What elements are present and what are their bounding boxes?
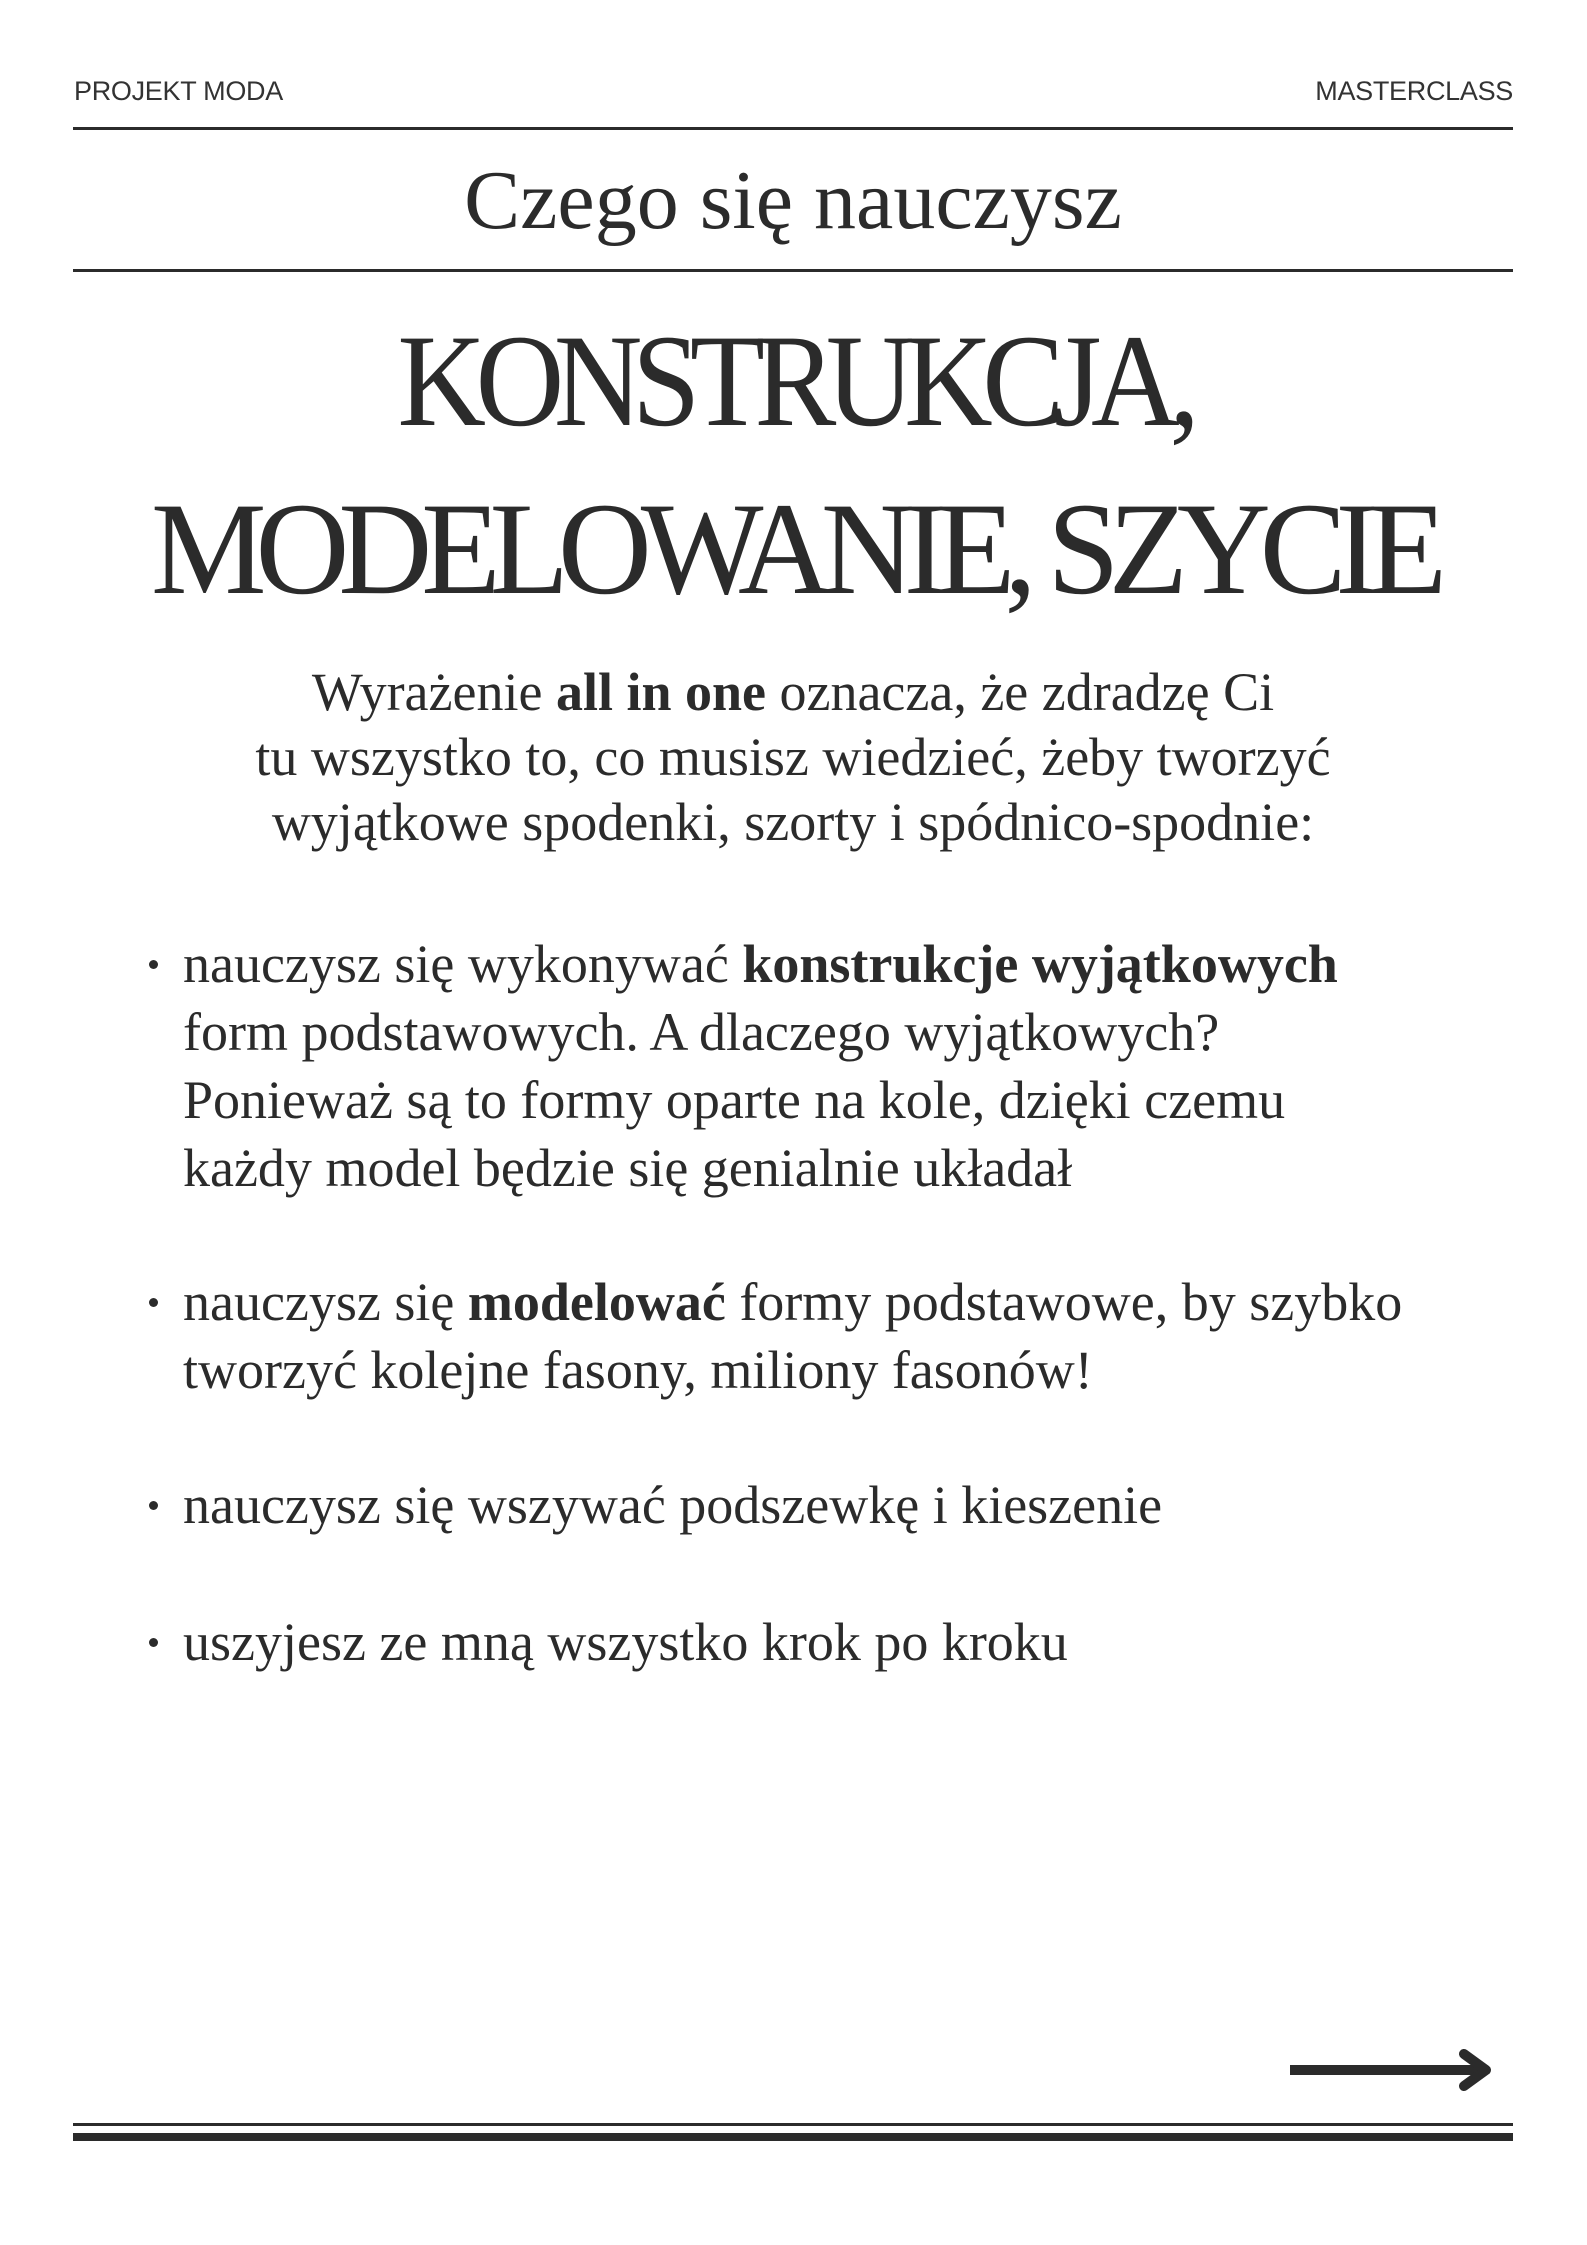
text-segment: tworzyć kolejne fasony, miliony fasonów! (183, 1340, 1093, 1400)
arrow-right-icon[interactable] (1288, 2048, 1494, 2094)
list-item-line (183, 1066, 1543, 1134)
emphasis-text: konstrukcje wyjątkowych (742, 934, 1338, 994)
text-segment: Ponieważ są to formy oparte na kole, dzięki czemu (183, 1070, 1286, 1130)
section-subtitle: Czego się nauczysz (464, 154, 1122, 247)
intro-line (73, 790, 1513, 855)
subtitle-divider (73, 269, 1513, 272)
footer-divider-thin (73, 2123, 1513, 2126)
list-item-line (183, 1268, 1543, 1336)
list-item-text (183, 930, 1543, 1202)
list-item-text (183, 1471, 1543, 1539)
bullet-icon (149, 1298, 158, 1307)
bullet-icon (149, 1501, 158, 1510)
footer-divider-thick (73, 2133, 1513, 2141)
list-item-text (183, 1268, 1543, 1404)
header-brand: PROJEKT MODA (74, 76, 283, 106)
text-segment: Wyrażenie (311, 662, 556, 722)
intro-paragraph (73, 660, 1513, 855)
text-segment: oznacza, że zdradzę Ci (765, 662, 1275, 722)
title-line: MODELOWANIE, SZYCIE (150, 475, 1437, 622)
text-segment: formy podstawowe, by szybko (725, 1272, 1403, 1332)
list-item-line (183, 998, 1543, 1066)
text-segment: nauczysz się wykonywać (183, 934, 743, 994)
text-segment: uszyjesz ze mną wszystko krok po kroku (183, 1612, 1068, 1672)
text-segment: nauczysz się (183, 1272, 468, 1332)
list-item-text (183, 1608, 1543, 1676)
intro-line (73, 725, 1513, 790)
intro-line (73, 660, 1513, 725)
header-label: MASTERCLASS (1315, 76, 1513, 106)
page-title (0, 297, 1587, 633)
text-segment: nauczysz się wszywać podszewkę i kieszenie (183, 1475, 1163, 1535)
list-item-line (183, 1134, 1543, 1202)
bullet-icon (149, 1638, 158, 1647)
list-item-line (183, 930, 1543, 998)
text-segment: form podstawowych. A dlaczego wyjątkowych? (183, 1002, 1220, 1062)
list-item-line (183, 1336, 1543, 1404)
bullet-icon (149, 960, 158, 969)
emphasis-text: modelować (467, 1272, 726, 1332)
text-segment: każdy model będzie się genialnie układał (183, 1138, 1073, 1198)
list-item-line (183, 1471, 1543, 1539)
list-item-line (183, 1608, 1543, 1676)
header-divider (73, 127, 1513, 130)
text-segment: tu wszystko to, co musisz wiedzieć, żeby tworzyć (255, 727, 1331, 787)
text-segment: wyjątkowe spodenki, szorty i spódnico-spodnie: (271, 792, 1315, 852)
title-line: KONSTRUKCJA, (397, 307, 1190, 454)
emphasis-text: all in one (555, 662, 766, 722)
